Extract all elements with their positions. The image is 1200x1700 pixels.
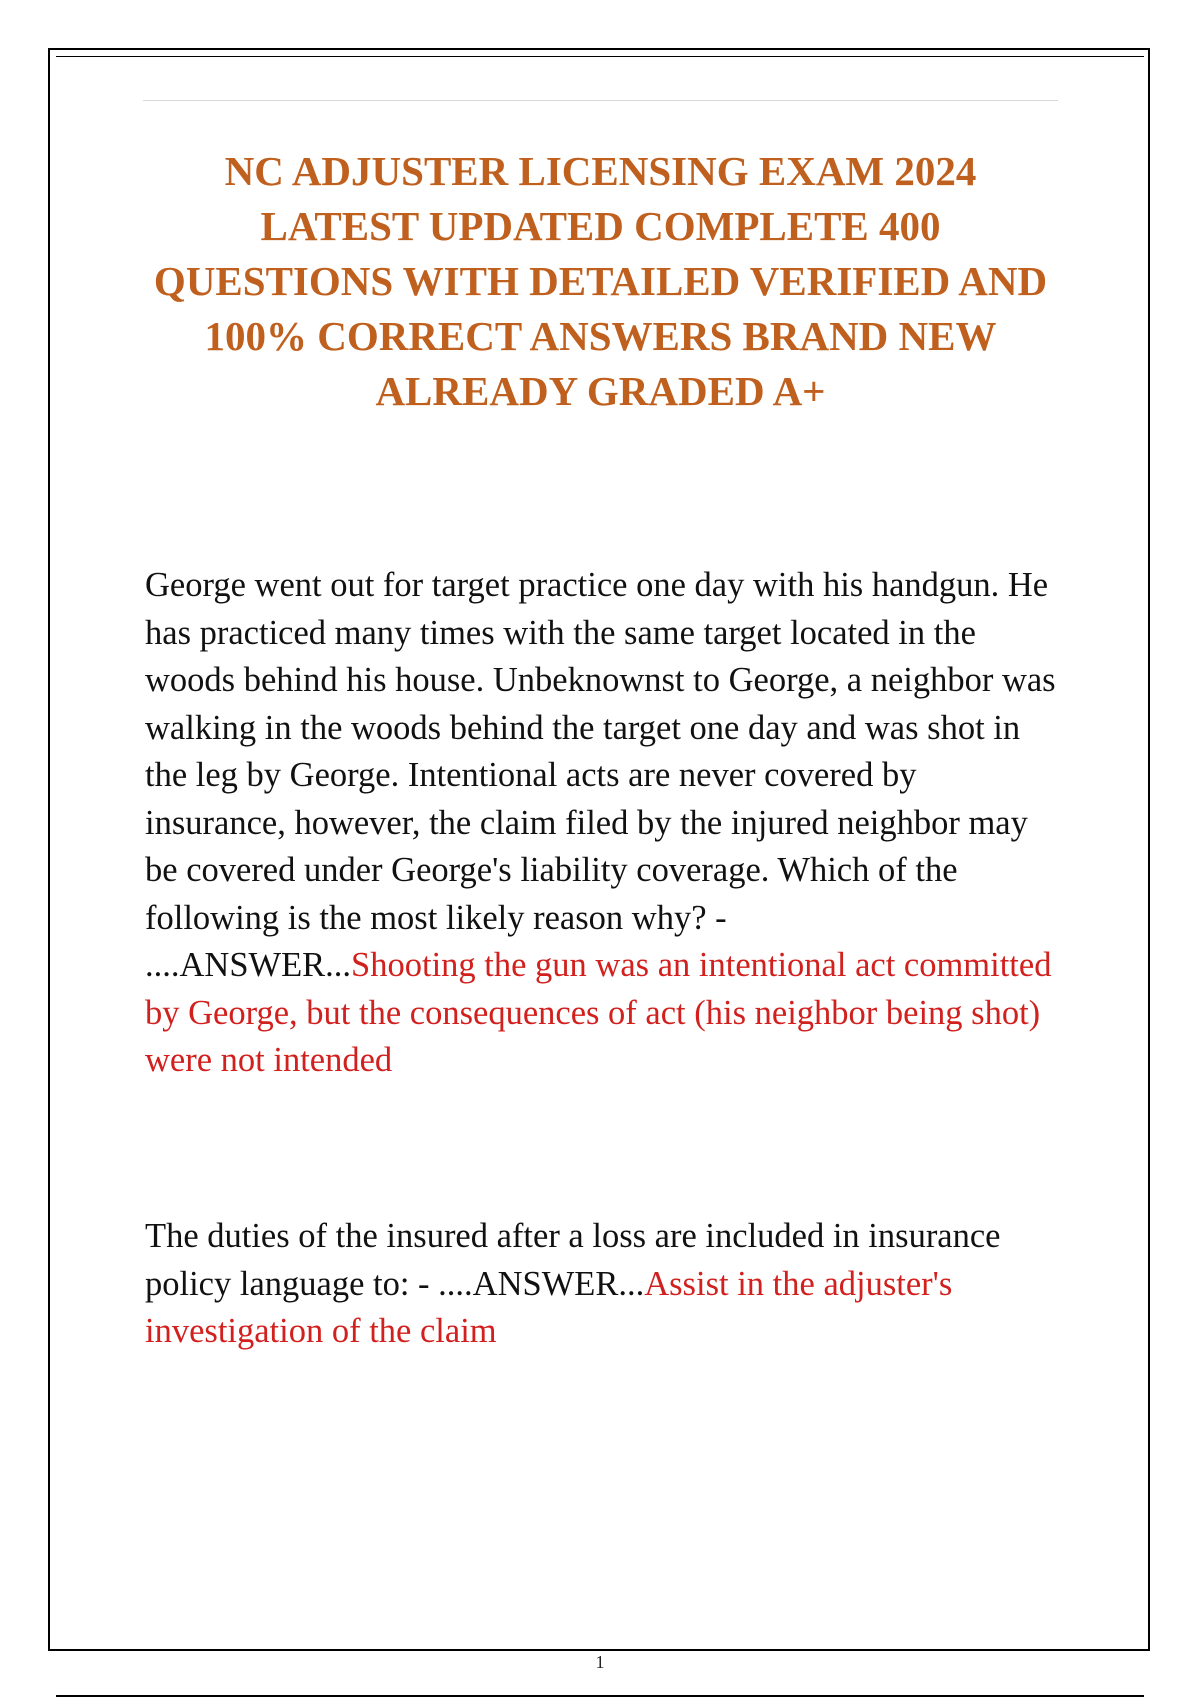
question-2-answer-marker: ....ANSWER...	[438, 1264, 645, 1303]
document-title: NC ADJUSTER LICENSING EXAM 2024 LATEST UPDATED COMPLETE 400 QUESTIONS WITH DETAILED VERIFIED AND 100% CORRECT ANSWERS BRAND NEW ALREADY GRADED A+	[153, 148, 1048, 414]
question-2	[145, 1213, 1065, 1356]
footer-rule	[56, 1695, 1144, 1697]
question-2-answer: Assist in the adjuster's investigation of the claim	[145, 1264, 953, 1350]
question-1-answer-marker: ....ANSWER...	[145, 946, 352, 984]
question-1	[145, 562, 1065, 1085]
page-number: 1	[595, 1652, 605, 1672]
question-2-text: The duties of the insured after a loss are included in insurance policy language to: -	[145, 1217, 1001, 1303]
page-top-border	[56, 56, 1144, 57]
question-1-text: George went out for target practice one day with his handgun. He has practiced many times with the same target located in the woods behind his house. Unbeknownst to George, a neighbor was walking in the woods behind the target one day and was shot in the leg by George. Intentional acts are never covered by insurance, however, the claim filed by the injured neighbor may be covered under George's liability coverage. Which of the following is the most likely reason why? -	[145, 566, 1056, 937]
header-rule	[143, 100, 1058, 101]
question-1-answer: Shooting the gun was an intentional act committed by George, but the consequences of act (his neighbor being shot) were not intended	[145, 946, 1052, 1079]
